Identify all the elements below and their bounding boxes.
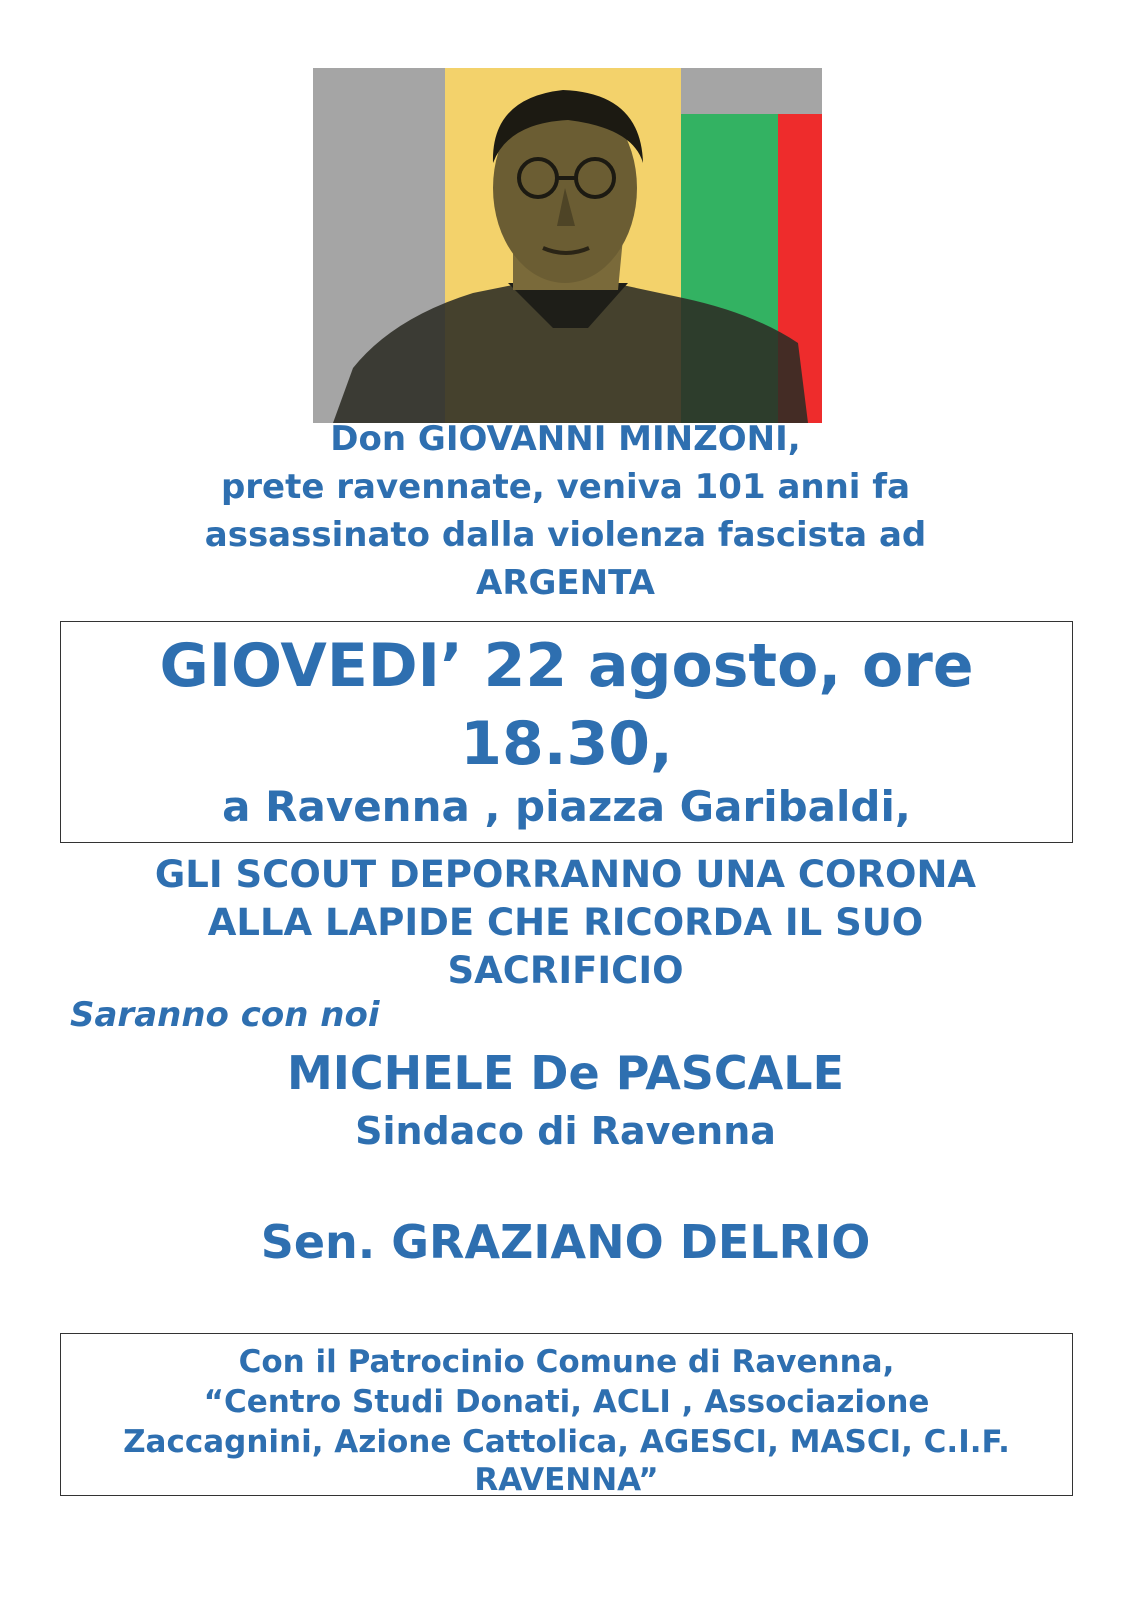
patronage-box (60, 1333, 1073, 1496)
portrait-illustration (313, 68, 822, 423)
event-time: 18.30, (460, 709, 673, 779)
event-location: a Ravenna , piazza Garibaldi, (222, 782, 911, 831)
patronage-line-1: Con il Patrocinio Comune di Ravenna, (238, 1344, 895, 1380)
intro-line-2: prete ravennate, veniva 101 anni fa (220, 467, 911, 507)
intro-line-3: assassinato dalla violenza fascista ad (204, 515, 927, 555)
guest-1-name: MICHELE De PASCALE (286, 1046, 845, 1100)
intro-line-4: ARGENTA (476, 563, 655, 603)
guests-intro: Saranno con noi (70, 995, 380, 1035)
scout-line-2: ALLA LAPIDE CHE RICORDA IL SUO (207, 901, 924, 944)
event-box (60, 621, 1073, 843)
patronage-line-3: Zaccagnini, Azione Cattolica, AGESCI, MASCI, C.I.F. (123, 1424, 1010, 1460)
intro-line-1: Don GIOVANNI MINZONI, (330, 419, 801, 459)
patronage-line-2: “Centro Studi Donati, ACLI , Associazione (203, 1384, 930, 1420)
guest-1-role: Sindaco di Ravenna (355, 1109, 776, 1153)
patronage-line-4: RAVENNA” (474, 1462, 659, 1498)
scout-line-3: SACRIFICIO (447, 949, 684, 992)
guest-2-name: Sen. GRAZIANO DELRIO (260, 1215, 871, 1269)
scout-line-1: GLI SCOUT DEPORRANNO UNA CORONA (154, 853, 977, 896)
portrait-photo (313, 68, 822, 423)
event-date: GIOVEDI’ 22 agosto, ore (159, 631, 974, 701)
